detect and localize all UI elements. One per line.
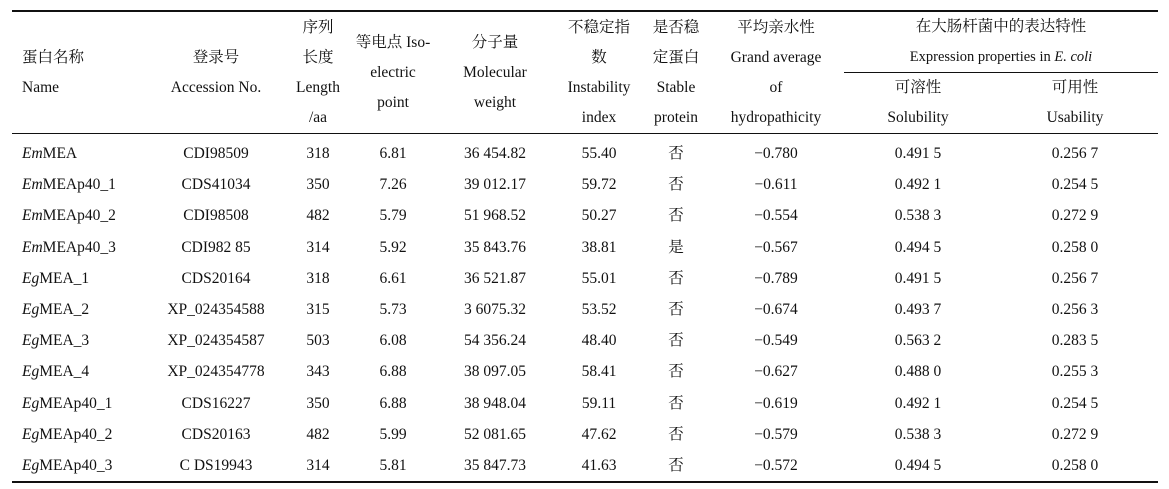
header-stable-protein: 是否稳 定蛋白 Stable protein [644, 11, 708, 134]
cell-length: 315 [306, 301, 330, 319]
cell-solubility: 0.494 5 [844, 450, 992, 482]
table-row [12, 232, 1158, 263]
cell-instability: 47.62 [581, 425, 617, 443]
cell-accession: C DS19943 [146, 450, 286, 482]
cell-mw: 3 6075.32 [464, 301, 526, 319]
cell-protein-name: EgMEAp40_1 [22, 394, 113, 412]
cell-solubility: 0.563 2 [894, 332, 942, 350]
cell-mw: 35 843.76 [464, 238, 526, 256]
cell-pi: 6.08 [379, 332, 407, 350]
cell-stable: 否 [668, 363, 684, 381]
cell-mw: 54 356.24 [464, 332, 526, 350]
cell-usability: 0.255 3 [1051, 363, 1099, 381]
cell-solubility: 0.492 1 [894, 394, 942, 412]
cell-instability: 55.01 [581, 269, 617, 287]
table-row [12, 169, 1158, 200]
cell-instability: 41.63 [554, 450, 644, 482]
cell-protein-name: EmMEA [22, 145, 78, 162]
cell-length: 314 [306, 238, 330, 256]
cell-accession: CDS20163 [181, 425, 251, 443]
table-row [12, 134, 1158, 170]
cell-pi: 6.61 [379, 269, 407, 287]
header-name: 蛋白名称 Name [12, 11, 146, 134]
table-row [12, 356, 1158, 387]
cell-mw: 52 081.65 [464, 425, 526, 443]
cell-solubility: 0.492 1 [894, 176, 942, 194]
cell-accession: CDI982 85 [181, 238, 251, 256]
cell-length: 503 [306, 332, 330, 350]
cell-stable: 否 [668, 394, 684, 412]
cell-instability: 59.11 [581, 394, 617, 412]
cell-pi: 5.92 [379, 238, 407, 256]
table-row [12, 450, 1158, 482]
header-isoelectric-point: 等电点 Iso- electric point [350, 11, 436, 134]
cell-mw: 35 847.73 [436, 450, 554, 482]
cell-length: 318 [306, 145, 330, 162]
cell-length: 482 [306, 425, 330, 443]
cell-gravy: −0.549 [754, 332, 798, 350]
cell-instability: 53.52 [581, 301, 617, 319]
cell-usability: 0.283 5 [1051, 332, 1099, 350]
cell-mw: 36 454.82 [464, 145, 526, 162]
cell-mw: 51 968.52 [464, 207, 526, 225]
cell-usability: 0.256 3 [1051, 301, 1099, 319]
table-row [12, 263, 1158, 294]
cell-solubility: 0.491 5 [894, 145, 942, 162]
cell-accession: CDS41034 [181, 176, 251, 194]
cell-usability: 0.256 7 [1051, 145, 1099, 162]
cell-gravy: −0.579 [754, 425, 798, 443]
cell-accession: XP_024354588 [167, 301, 265, 319]
cell-mw: 39 012.17 [464, 176, 526, 194]
header-accession: 登录号 Accession No. [146, 11, 286, 134]
cell-pi: 5.99 [379, 425, 407, 443]
cell-accession: XP_024354778 [167, 363, 265, 381]
cell-length: 314 [286, 450, 350, 482]
cell-stable: 否 [668, 425, 684, 443]
header-molecular-weight: 分子量 Molecular weight [436, 11, 554, 134]
cell-usability: 0.272 9 [1051, 425, 1099, 443]
cell-accession: CDI98509 [183, 145, 249, 162]
cell-pi: 6.88 [379, 363, 407, 381]
cell-pi: 6.81 [379, 145, 407, 162]
cell-usability: 0.254 5 [1051, 394, 1099, 412]
header-instability-index: 不稳定指 数 Instability index [554, 11, 644, 134]
cell-accession: CDS16227 [181, 394, 251, 412]
cell-length: 343 [306, 363, 330, 381]
cell-pi: 5.81 [350, 450, 436, 482]
cell-usability: 0.254 5 [1051, 176, 1099, 194]
cell-gravy: −0.789 [754, 269, 798, 287]
cell-stable: 否 [668, 145, 684, 162]
cell-protein-name: EgMEAp40_2 [22, 425, 113, 443]
cell-solubility: 0.493 7 [894, 301, 942, 319]
cell-stable: 否 [668, 301, 684, 319]
cell-length: 482 [306, 207, 330, 225]
cell-length: 318 [306, 269, 330, 287]
cell-protein-name: EgMEA_1 [22, 269, 90, 287]
table-header [12, 11, 1158, 134]
cell-pi: 7.26 [379, 176, 407, 194]
cell-pi: 5.73 [379, 301, 407, 319]
cell-pi: 6.88 [379, 394, 407, 412]
cell-length: 350 [306, 394, 330, 412]
cell-gravy: −0.627 [754, 363, 798, 381]
header-expression-properties: 在大肠杆菌中的表达特性 Expression properties in E. coli [844, 11, 1158, 73]
cell-instability: 48.40 [581, 332, 617, 350]
cell-stable: 否 [668, 332, 684, 350]
cell-protein-name: EgMEA_4 [22, 363, 90, 381]
cell-accession: XP_024354587 [167, 332, 265, 350]
cell-solubility: 0.488 0 [894, 363, 942, 381]
header-solubility: 可溶性 Solubility [844, 73, 992, 134]
cell-length: 350 [306, 176, 330, 194]
cell-usability: 0.258 0 [992, 450, 1158, 482]
cell-gravy: −0.572 [708, 450, 844, 482]
table-body [12, 134, 1158, 483]
cell-gravy: −0.619 [754, 394, 798, 412]
cell-instability: 55.40 [581, 145, 617, 162]
cell-protein-name: EmMEAp40_2 [22, 207, 116, 225]
cell-usability: 0.272 9 [1051, 207, 1099, 225]
cell-protein-name: EgMEAp40_3 [12, 450, 146, 482]
cell-gravy: −0.780 [754, 145, 798, 162]
cell-accession: CDS20164 [181, 269, 251, 287]
cell-protein-name: EgMEA_2 [22, 301, 90, 319]
cell-stable: 否 [668, 176, 684, 194]
header-usability: 可用性 Usability [992, 73, 1158, 134]
cell-protein-name: EmMEAp40_1 [22, 176, 116, 194]
cell-solubility: 0.538 3 [894, 425, 942, 443]
cell-accession: CDI98508 [183, 207, 249, 225]
cell-instability: 50.27 [581, 207, 617, 225]
cell-stable: 否 [668, 207, 684, 225]
cell-gravy: −0.554 [754, 207, 798, 225]
cell-solubility: 0.494 5 [894, 238, 942, 256]
cell-gravy: −0.674 [754, 301, 798, 319]
cell-stable: 是 [668, 238, 684, 256]
table-row [12, 200, 1158, 231]
cell-mw: 36 521.87 [464, 269, 526, 287]
table-row [12, 419, 1158, 450]
cell-stable: 否 [644, 450, 708, 482]
cell-mw: 38 097.05 [464, 363, 526, 381]
cell-mw: 38 948.04 [464, 394, 526, 412]
cell-usability: 0.256 7 [1051, 269, 1099, 287]
cell-instability: 38.81 [581, 238, 617, 256]
header-length: 序列 长度 Length /aa [286, 11, 350, 134]
table-row [12, 325, 1158, 356]
cell-protein-name: EmMEAp40_3 [22, 238, 116, 256]
cell-pi: 5.79 [379, 207, 407, 225]
cell-protein-name: EgMEA_3 [22, 332, 90, 350]
cell-instability: 59.72 [581, 176, 617, 194]
protein-properties-table [12, 10, 1158, 483]
table-row [12, 294, 1158, 325]
cell-instability: 58.41 [581, 363, 617, 381]
table-row [12, 388, 1158, 419]
cell-gravy: −0.611 [754, 176, 798, 194]
cell-gravy: −0.567 [754, 238, 798, 256]
cell-solubility: 0.491 5 [894, 269, 942, 287]
cell-solubility: 0.538 3 [894, 207, 942, 225]
header-gravy: 平均亲水性 Grand average of hydropathicity [708, 11, 844, 134]
cell-stable: 否 [668, 269, 684, 287]
cell-usability: 0.258 0 [1051, 238, 1099, 256]
